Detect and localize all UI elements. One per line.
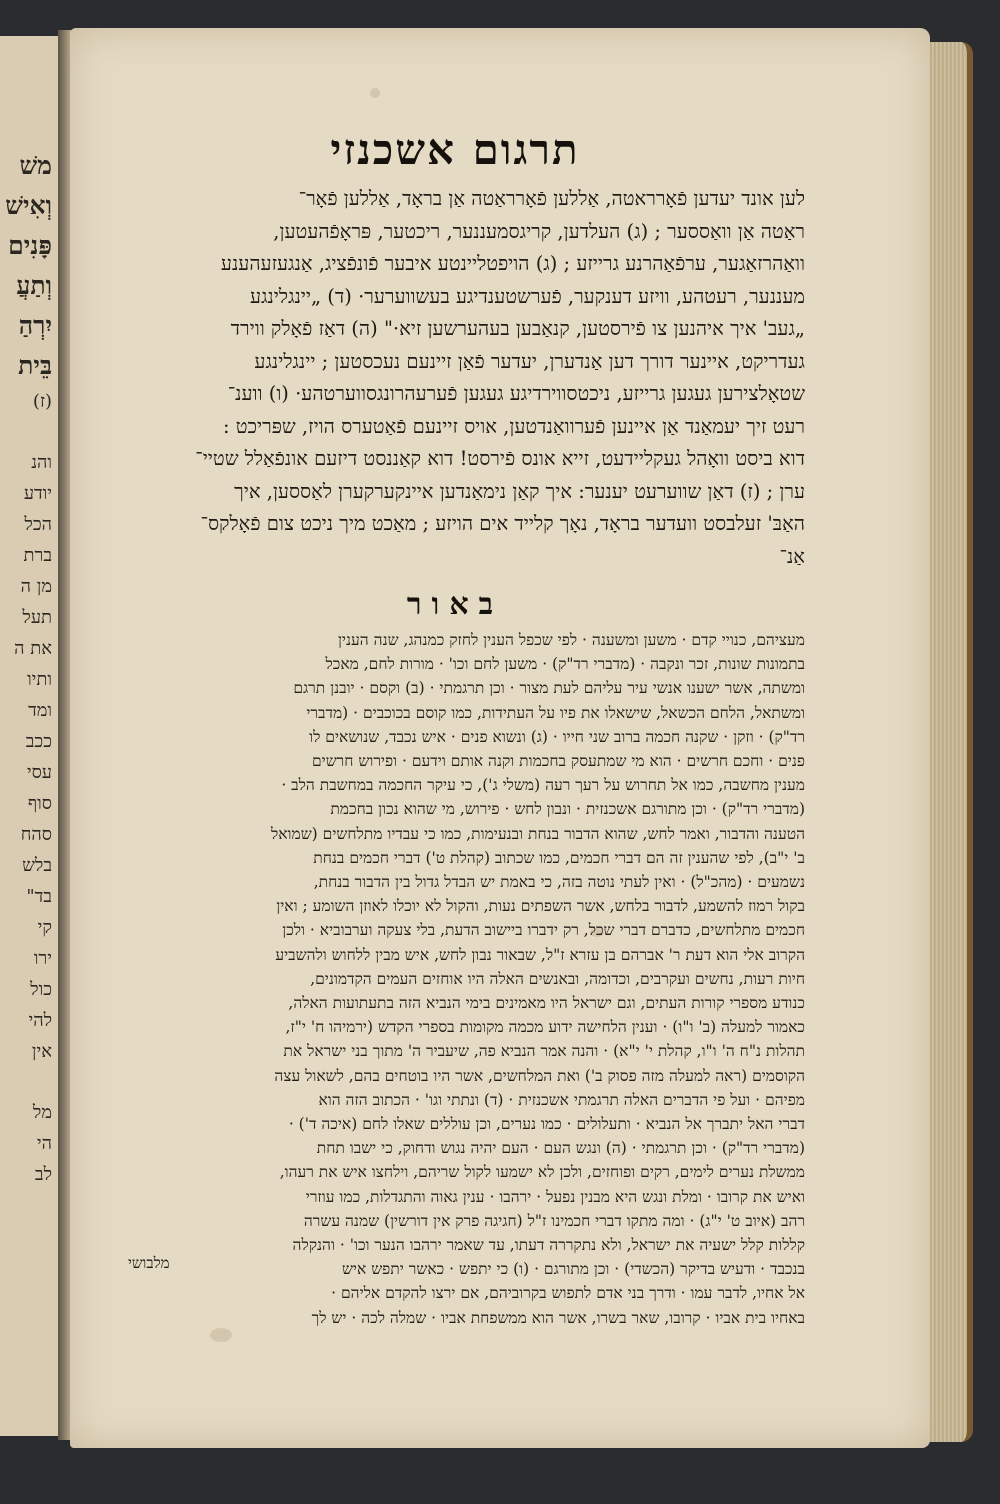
biur-line: נשמעים · (מהכ"ל) · ואין לעתי נוטה בזה, כי באמת יש הבדל גדול בין הדבור בנחת, xyxy=(313,873,805,892)
previous-page-word: והנ xyxy=(31,452,52,473)
previous-page-word: יִרְהַ xyxy=(18,311,52,340)
previous-page-word: ככב xyxy=(25,731,52,752)
previous-page-word: וְאִישׁ xyxy=(5,191,52,220)
biur-line: הקוסמים (ראה למעלה מזה פסוק ב') ואת המלחשים, אשר היו בוטחים בהם, לשאול עצה xyxy=(274,1066,805,1085)
previous-page-word: בד" xyxy=(26,886,52,907)
targum-line: געדריקט, איינער דורך דען אַנדערן, יעדער פֿאַן זיינעם נעכסטען ; יינגלינגע xyxy=(254,349,805,373)
previous-page-word: ירו xyxy=(33,948,52,969)
previous-page-word: ומד xyxy=(28,700,52,721)
targum-text xyxy=(105,183,805,573)
targum-line: שטאָלצירען געגען גרייזע, ניכטסווירדיגע געגען פֿערעהרונגסווערטהע· (ו) ווענ־ xyxy=(227,382,805,405)
previous-page-word: הכל xyxy=(24,514,52,535)
previous-page-word: בלש xyxy=(22,855,52,876)
biur-line: באחיו בית אביו · קרובו, שאר בשרו, אשר הוא ממשפחת אביו · שמלה לכה · יש לך xyxy=(311,1308,805,1327)
previous-page-word: ותיו xyxy=(27,669,52,690)
biur-line: ומשתה, אשר ישענו אנשי עיר עליהם לעת מצור · וכן תרגמתי · (ב) וקסם · יובנן תרגם xyxy=(293,679,805,698)
biur-line: מענין מחשבה, כמו אל תחרוש על רעך רעה (משלי ג'), כי עיקר החכמה במחשבת הלב · xyxy=(281,776,805,795)
targum-line: וואַהרזאַגער, ערפֿאַהרנע גרייזע ; (ג) הויפטליינטע איבער פֿונפֿציג, אַנגעזעהענע xyxy=(220,252,805,275)
previous-page-word: תעל xyxy=(22,607,52,628)
targum-line: מעננער, רעטהע, וויזע דענקער, פֿערשטענדיגע בעשווערער· (ד) „יינגלינגע xyxy=(249,284,805,308)
previous-page-word: פָּנִים xyxy=(8,231,52,260)
page-content xyxy=(105,125,805,1330)
biur-line: קללות קלל ישעיה את ישראל, ולא נתקררה דעתו, עד שאמר ירהבו הנער וכו' · והנקלה xyxy=(292,1236,805,1255)
biur-text xyxy=(105,628,805,1330)
biur-line: (מדברי רד"ק) · וכן מתורגם אשכנזית · ונבון לחש · פירוש, מי שהוא נכון בחכמת xyxy=(330,800,805,819)
previous-page-word: כול xyxy=(30,979,52,1000)
previous-page-word: (ז) xyxy=(32,391,52,412)
previous-page-word: להי xyxy=(28,1010,52,1031)
targum-line: רעט זיך יעמאַנד אַן איינען פֿערוואַנדטען, אויס זיינעם פֿאַטערס הויז, שפּריכט : xyxy=(222,414,805,438)
biur-line: דברי האל יתברך אל הנביא · ותעלולים · כמו נערים, וכן עוללים שאלו לחם (איכה ד') · xyxy=(288,1115,805,1134)
targum-line: דוא ביסט וואָהל געקליידעט, זייא אונס פֿירסט! דוא קאַננסט דיזעם אונפֿאַלל שטיי־ xyxy=(195,447,805,470)
biur-line: רד"ק) · וזקן · שקנה חכמה ברוב שני חייו · (ג) ונשוא פנים · איש נכבד, שנושאים לו xyxy=(309,727,805,746)
targum-line: ערן ; (ז) דאַן שווערעט יענער: איך קאַן נימאַנדען איינקערקערן לאַססען, איך xyxy=(234,479,805,503)
previous-page-word: עסי xyxy=(26,762,52,783)
previous-page-column xyxy=(2,146,52,1190)
biur-line: חכמים מתלחשים, כדברם דברי שכל, רק ידברו ביישוב הדעת, בלי צעקה וערבוביא · ולכן xyxy=(282,921,805,940)
biur-line: ב' י"ב), לפי שהענין זה הם דברי חכמים, כמו שכתוב (קהלת ט') דברי חכמים בנחת xyxy=(313,848,805,867)
previous-page xyxy=(0,36,63,1436)
previous-page-word: מן ה xyxy=(20,576,52,597)
previous-page-word: לב xyxy=(34,1164,52,1185)
biur-line: בנכבד · ודעיש בדיקר (הכשדי) · וכן מתורגם · (ו) כי יתפש · כאשר יתפש איש xyxy=(341,1260,805,1279)
biur-line: הטענה והדבור, ואמר לחש, שהוא הדבור בנחת ובנעימות, כמו כי עבדיו מתלחשים (שמואל xyxy=(271,824,805,843)
previous-page-word: מל xyxy=(32,1102,52,1123)
previous-page-word: הי xyxy=(36,1133,52,1154)
previous-page-word: וְתַעֲ xyxy=(16,271,52,300)
targum-line: אַנ־ xyxy=(779,544,805,568)
section-title: באור xyxy=(406,587,504,622)
biur-line: ואיש את קרובו · ומלת ונגש היא מבנין נפעל · ירהבו · ענין גאוה והתגדלות, כמו עוזרי xyxy=(305,1187,805,1206)
previous-page-word: משׁ xyxy=(19,151,52,180)
previous-page-word: בֵּית xyxy=(18,351,52,380)
biur-line: הקרוב אלי הוא דעת ר' אברהם בן עזרא ז"ל, שבאור נבון לחש, איש מבין ללחוש ולהשביע xyxy=(275,945,805,964)
targum-line: ראַטה אַן וואַססער ; (ג) העלדען, קריגסמעננער, ריכטער, פּראָפֿהעטען, xyxy=(273,219,805,243)
catchword: מלבושי xyxy=(128,1254,170,1272)
previous-page-word: סהח xyxy=(20,824,52,845)
previous-page-word: סוף xyxy=(27,793,52,814)
biur-line: רהב (איוב ט' י"ג) · ומה מתקו דברי חכמינו ז"ל (חגיגה פרק אין דורשין) שמנה עשרה xyxy=(303,1211,805,1230)
biur-line: בתמונות שונות, זכר ונקבה · (מדברי רד"ק) · משען לחם וכו' · מורות לחם, מאכל xyxy=(325,655,805,674)
previous-page-word: ברת xyxy=(23,545,52,566)
previous-page-word: את ה xyxy=(14,638,52,659)
targum-line: האַבּ' זעלבסט וועדער בראָד, נאָך קלייד אים הויזע ; מאַכט מיך ניכט צום פֿאָלקס־ xyxy=(200,512,805,535)
previous-page-word: אין xyxy=(31,1041,52,1062)
biur-line: תהלות נ"ח ה' ו"ו, קהלת י' י"א) · והנה אמר הנביא פה, שיעביר ה' מתוך בני ישראל את xyxy=(283,1042,805,1061)
biur-line: בקול רמוז להשמע, לדבור בלחש, אשר השפתים נעות, והקול לא יוכלו לאוזן השומע ; ואין xyxy=(276,897,805,916)
biur-line: כאמור למעלה (ב' ו"ו) · וענין הלחישה ידוע מכמה מקומות בספרי הקדש (ירמיהו ח' י"ז, xyxy=(285,1018,805,1037)
biur-line: ממשלת נערים לימים, רקים ופוחזים, ולכן לא ישמעו לקול שריהם, וילחצו איש את רעהו, xyxy=(279,1163,805,1182)
biur-line: (מדברי רד"ק) · וכן תרגמתי · (ה) ונגש העם · העם יהיה נגוש ודחוק, כי ישבו תחת xyxy=(316,1139,805,1158)
biur-line: מעציהם, כנויי קדם · משען ומשענה · לפי שכפל הענין לחזק כמנהג, שנה הענין xyxy=(337,631,805,649)
previous-page-word: יודע xyxy=(23,483,52,504)
biur-line: מפיהם · ועל פי הדברים האלה תרגמתי אשכנזית · (ד) ונתתי וגו' · הכתוב הזה הוא xyxy=(318,1090,805,1109)
previous-page-word: קי xyxy=(37,917,52,938)
targum-line: לען אונד יעדען פֿאָררא‍טה, אַללען פֿאָרראַטה אַן בראָד, אַללען פֿאָר־ xyxy=(298,187,805,210)
biur-line: כנודע מספרי קורות העתים, וגם ישראל היו מאמינים בימי הנביא הזה בתעתועות האלה, xyxy=(288,994,805,1013)
biur-line: פנים · וחכם חרשים · הוא מי שמתעסק בחכמות וקנה אותם וידעם · ופירוש חרשים xyxy=(311,752,805,771)
biur-line: אל אחיו, לדבר עמו · ודרך בני אדם לתפוש בקרוביהם, אם ירצו להקדם אליהם · xyxy=(331,1284,805,1303)
targum-line: „געב' איך איהנען צו פֿירסטען, קנאַבען בעהערשען זיא·" (ה) דאַז פֿאָלק ווירד xyxy=(230,317,805,340)
page-title: תרגום אשכנזי xyxy=(330,125,580,174)
biur-line: חיות רעות, נחשים ועקרבים, וכדומה, ובאנשים האלה היו אוחזים העמים הקדמונים, xyxy=(310,969,805,988)
biur-line: ומשתאל, הלחם הכשאל, שישאלו את פיו על העתידות, כמו קוסם בכוכבים · (מדברי xyxy=(306,703,805,722)
